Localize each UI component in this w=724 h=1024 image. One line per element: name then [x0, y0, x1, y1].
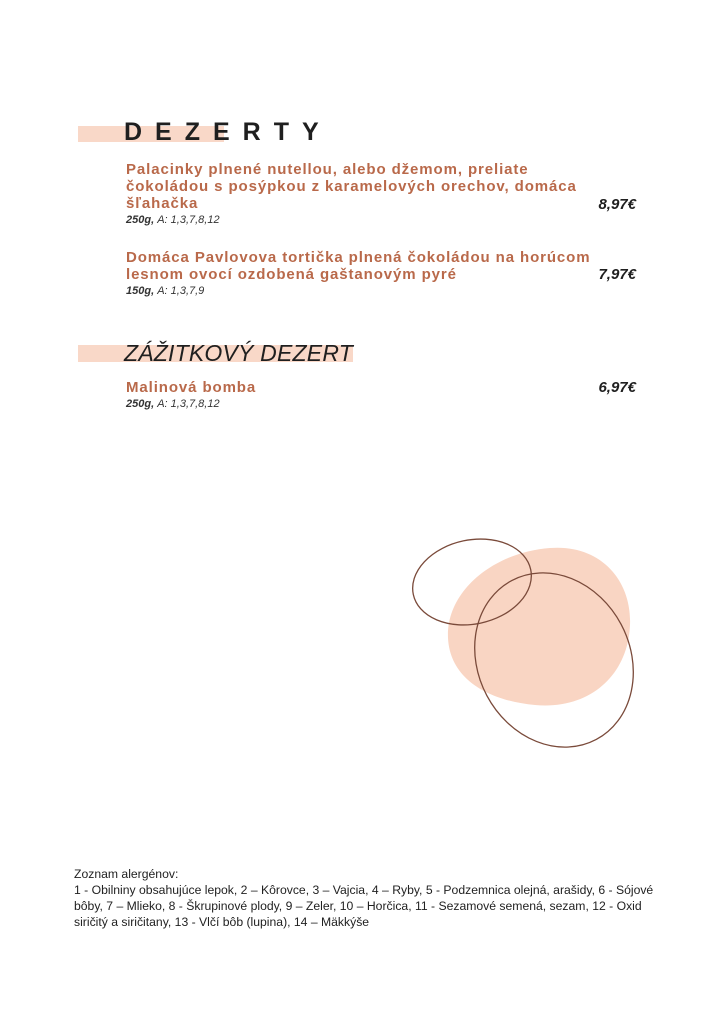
allergen-text: 1 - Obilniny obsahujúce lepok, 2 – Kôrovce, 3 – Vajcia, 4 – Ryby, 5 - Podzemnica olejná, arašidy, 6 - Sójové bôby, 7 – Mlieko, 8 - Škrupinové plody, 9 – Zeler, 10 – Horčica, 11 - Sezamové semená, sezam, 12 - Oxid siričitý a siričitany, 13 - Vlčí bôb (lupina), 14 – Mäkkýše — [74, 883, 654, 929]
item-price: 8,97€ — [598, 196, 636, 213]
item-name: Domáca Pavlovova tortička plnená čokoládou na horúcom lesnom ovocí ozdobená gaštanovým pyré — [126, 249, 591, 283]
menu-item — [126, 379, 636, 410]
section-title-dezerty: DEZERTY — [124, 118, 332, 146]
item-weight: 250g, — [126, 214, 155, 226]
item-meta — [126, 285, 636, 297]
menu-item — [126, 249, 636, 297]
item-meta — [126, 398, 636, 410]
menu-item — [126, 161, 636, 226]
item-weight: 150g, — [126, 285, 155, 297]
item-price: 7,97€ — [598, 266, 636, 283]
item-allergens: A: 1,3,7,9 — [157, 285, 205, 297]
item-name: Malinová bomba — [126, 379, 257, 396]
section-title-zazitkovy: ZÁŽITKOVÝ DEZERT — [124, 340, 353, 366]
item-price: 6,97€ — [598, 379, 636, 396]
item-allergens: A: 1,3,7,8,12 — [157, 214, 220, 226]
allergen-list — [74, 866, 654, 930]
item-allergens: A: 1,3,7,8,12 — [157, 398, 220, 410]
item-weight: 250g, — [126, 398, 155, 410]
allergen-heading: Zoznam alergénov: — [74, 867, 179, 881]
item-meta — [126, 214, 636, 226]
abstract-blob-rings-icon — [400, 530, 650, 760]
item-name: Palacinky plnené nutellou, alebo džemom, preliate čokoládou s posýpkou z karamelových orechov, domáca šľahačka — [126, 161, 577, 212]
